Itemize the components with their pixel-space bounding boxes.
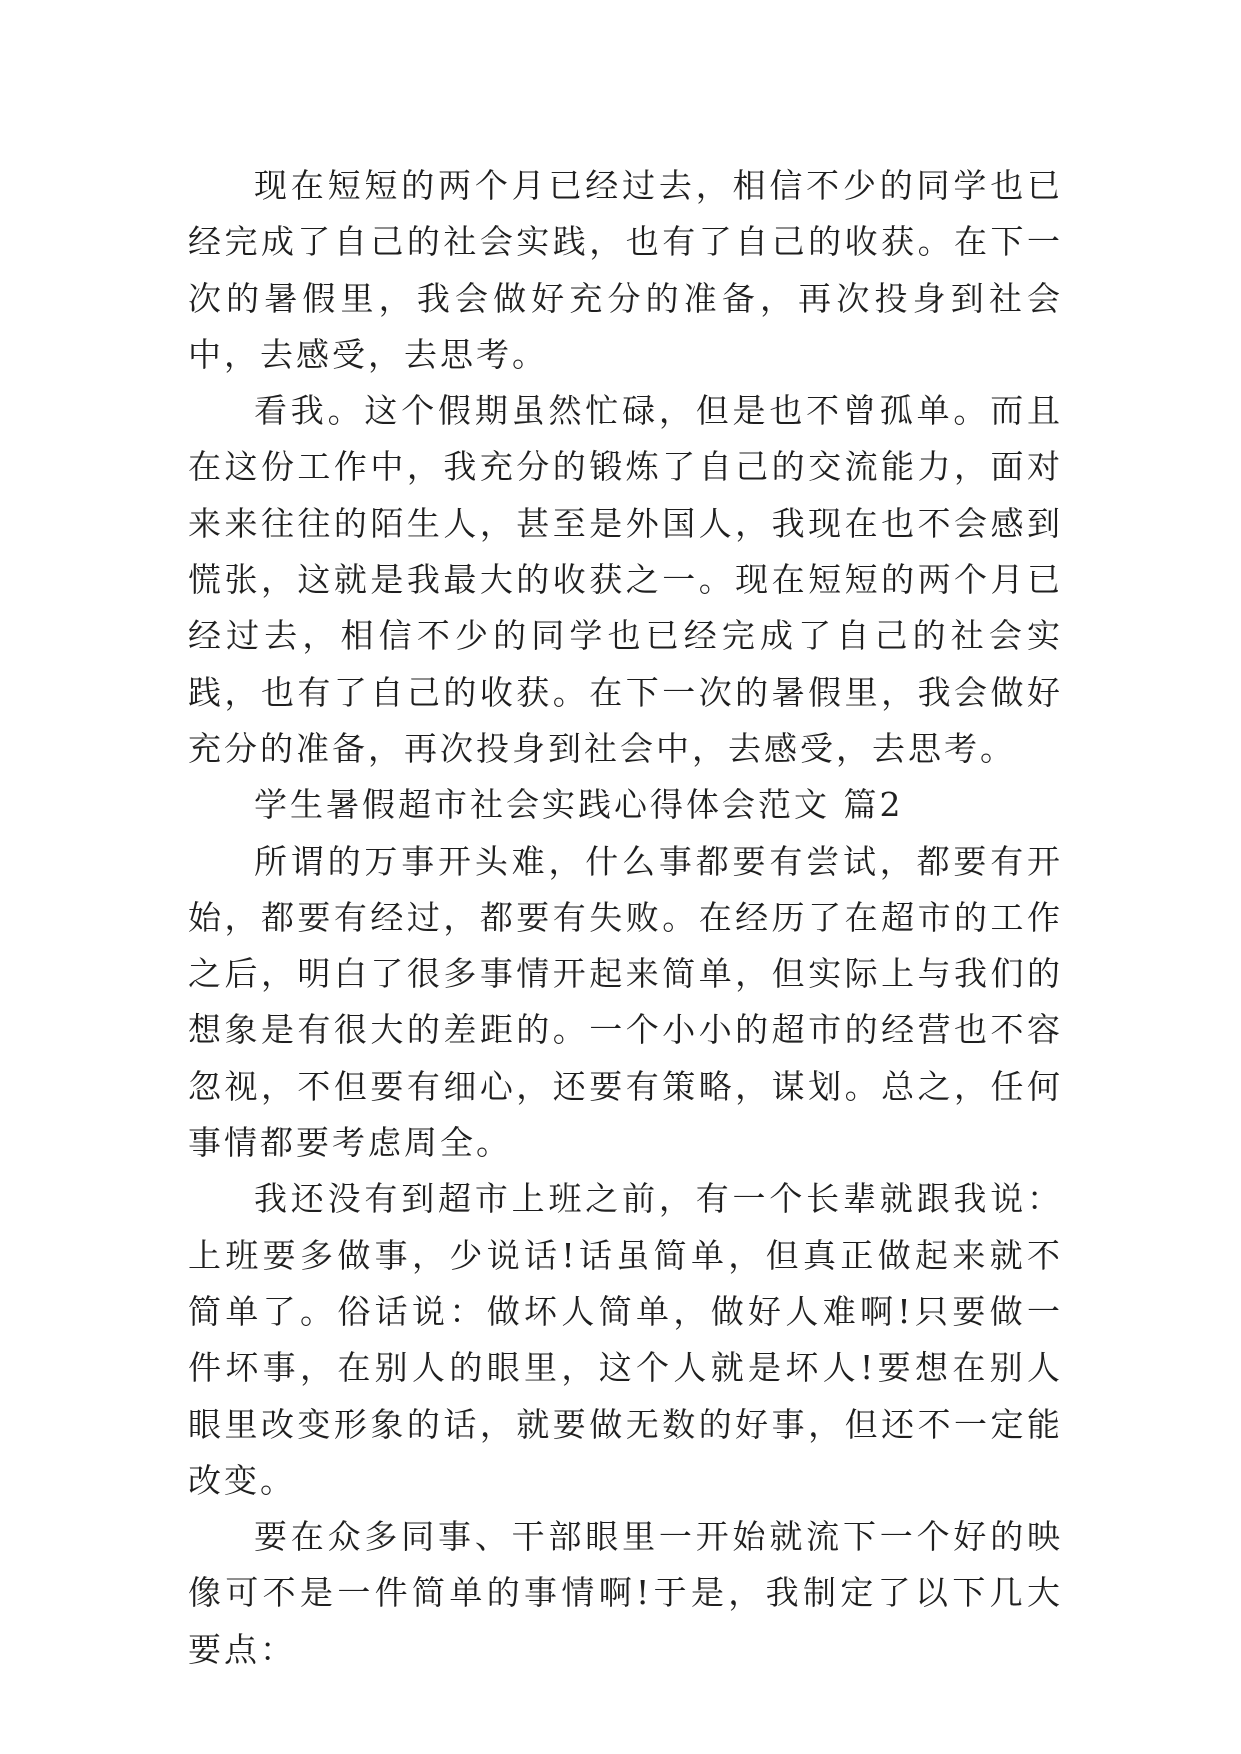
section-heading: 学生暑假超市社会实践心得体会范文 篇2 [254,785,904,825]
paragraph-3: 所谓的万事开头难，什么事都要有尝试，都要有开始，都要有经过，都要有失败。在经历了在超市的工作之后，明白了很多事情开起来简单，但实际上与我们的想象是有很大的差距的。一个小小的超市的经营也不容忽视，不但要有细心，还要有策略，谋划。总之，任何事情都要考虑周全。 [188,841,1063,1163]
paragraph-2: 看我。这个假期虽然忙碌，但是也不曾孤单。而且在这份工作中，我充分的锻炼了自己的交流能力，面对来来往往的陌生人，甚至是外国人，我现在也不会感到慌张，这就是我最大的收获之一。现在短短的两个月已经过去，相信不少的同学也已经完成了自己的社会实践，也有了自己的收获。在下一次的暑假里，我会做好充分的准备，再次投身到社会中，去感受，去思考。 [188,391,1063,768]
paragraph-4: 我还没有到超市上班之前，有一个长辈就跟我说：上班要多做事，少说话!话虽简单，但真正做起来就不简单了。俗话说：做坏人简单，做好人难啊!只要做一件坏事，在别人的眼里，这个人就是坏人!要想在别人眼里改变形象的话，就要做无数的好事，但还不一定能改变。 [188,1179,1063,1500]
document-body [188,158,1063,1678]
paragraph-5: 要在众多同事、干部眼里一开始就流下一个好的映像可不是一件简单的事情啊!于是，我制定了以下几大要点： [188,1517,1063,1669]
paragraph-1: 现在短短的两个月已经过去，相信不少的同学也已经完成了自己的社会实践，也有了自己的收获。在下一次的暑假里，我会做好充分的准备，再次投身到社会中，去感受，去思考。 [188,166,1063,374]
